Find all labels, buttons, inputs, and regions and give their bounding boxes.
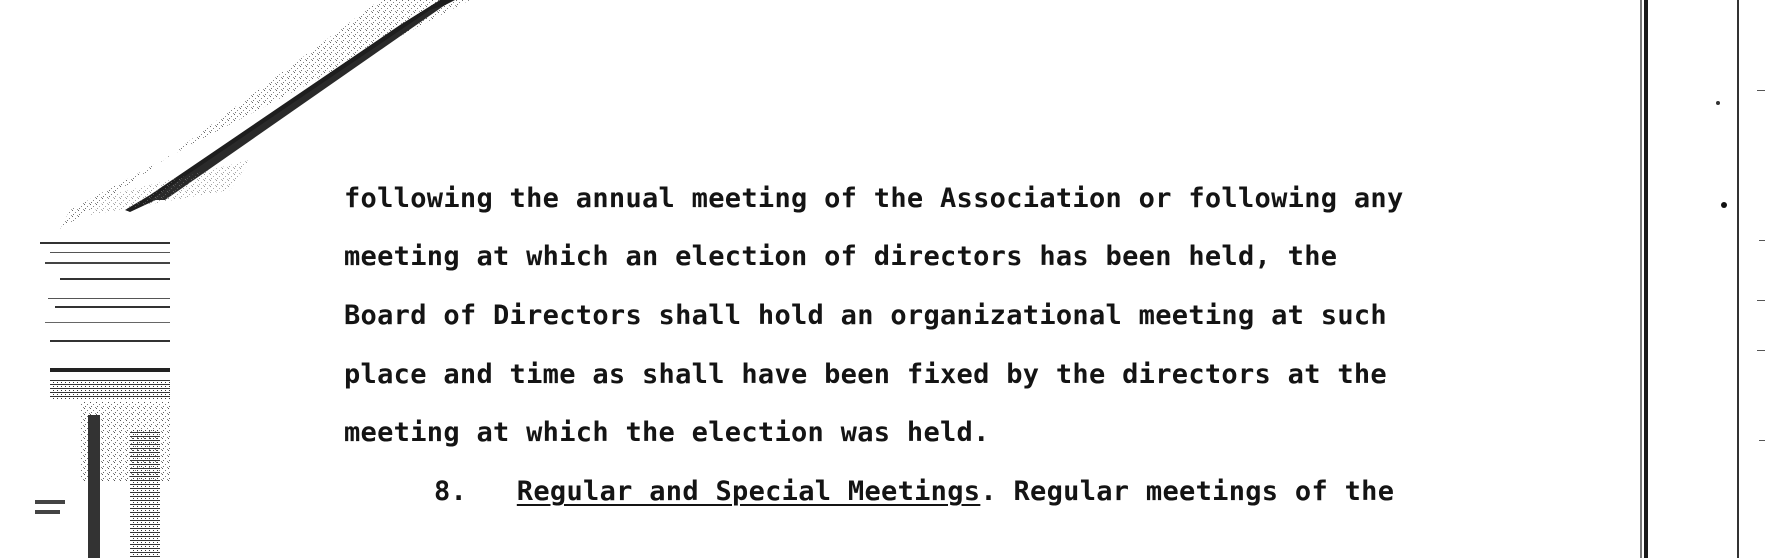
section-heading: Regular and Special Meetings [516,476,981,507]
text-line: meeting at which an election of directors has been held, the [344,241,1338,272]
left-margin-artifacts [35,242,170,558]
section-8-line [434,475,1394,509]
text-line: following the annual meeting of the Association or following any [344,183,1404,214]
right-margin-artifacts [1640,0,1765,558]
section-text: . Regular meetings of the [980,476,1395,507]
text-line: Board of Directors shall hold an organizational meeting at such [344,300,1387,331]
section-number: 8. [434,476,468,507]
text-line: meeting at which the election was held. [344,417,990,448]
text-line: place and time as shall have been fixed by the directors at the [344,359,1387,390]
